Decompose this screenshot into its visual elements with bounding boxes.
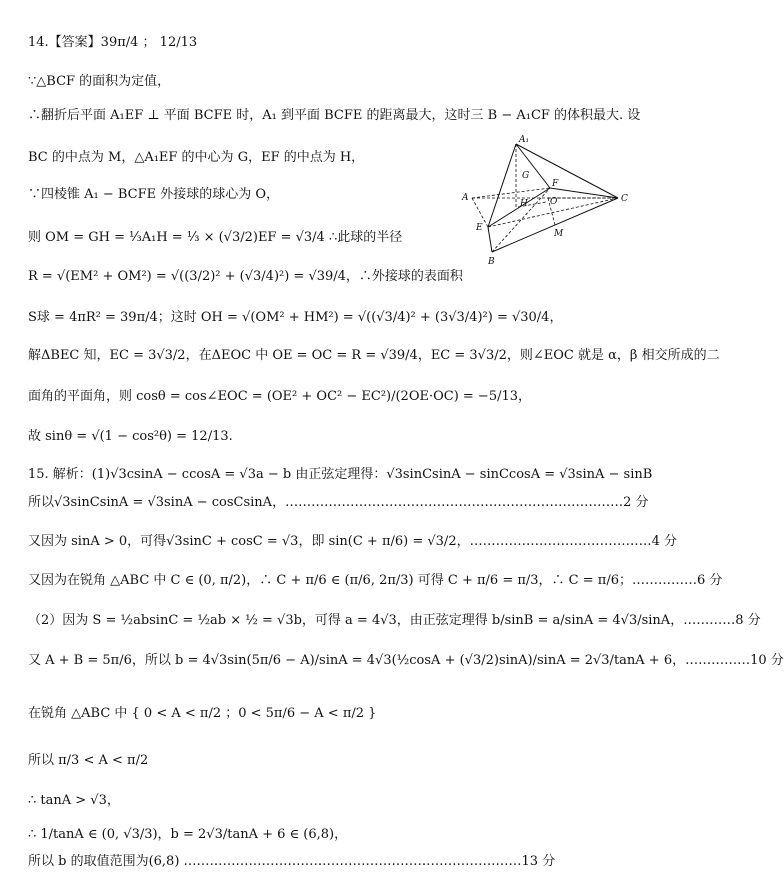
label-m: M bbox=[554, 229, 564, 239]
line-14: 又因为 sinA > 0，可得√3sinC + cosC = √3，即 sin(C + π/6) = √3/2，……………………………………4 分 bbox=[28, 534, 677, 549]
label-o: O bbox=[550, 197, 558, 207]
line-19: 所以 π/3 < A < π/2 bbox=[28, 753, 149, 768]
label-a1: A₁ bbox=[519, 135, 530, 145]
line-15: 又因为在锐角 △ABC 中 C ∈ (0, π/2)，∴ C + π/6 ∈ (π/6, 2π/3) 可得 C + π/6 = π/3，∴ C = π/6；……………6 分 bbox=[28, 573, 723, 588]
line-7: R = √(EM² + OM²) = √((3/2)² + (√3/4)²) = √39/4，∴外接球的表面积 bbox=[28, 269, 463, 284]
line-2: ∵△BCF 的面积为定值， bbox=[28, 74, 171, 89]
line-18: 在锐角 △ABC 中 { 0 < A < π/2 ；0 < 5π/6 − A < π/2 } bbox=[28, 706, 377, 721]
line-11: 故 sinθ = √(1 − cos²θ) = 12/13. bbox=[28, 429, 233, 444]
line-5: ∵四棱锥 A₁ − BCFE 外接球的球心为 O， bbox=[28, 187, 280, 202]
line-3: ∴翻折后平面 A₁EF ⊥ 平面 BCFE 时，A₁ 到平面 BCFE 的距离最大，这时三 B − A₁CF 的体积最大. 设 bbox=[28, 108, 641, 123]
line-1: 14.【答案】39π/4 ； 12/13 bbox=[28, 35, 198, 50]
line-22: 所以 b 的取值范围为(6,8) ……………………………………………………………………13 分 bbox=[28, 854, 556, 869]
pyramid-figure bbox=[458, 132, 654, 272]
label-f: F bbox=[552, 179, 559, 189]
line-6: 则 OM = GH = ⅓A₁H = ⅓ × (√3/2)EF = √3/4 ∴此球的半径 bbox=[28, 230, 403, 245]
line-12: 15. 解析：(1)√3csinA − ccosA = √3a − b 由正弦定理得：√3sinCsinA − sinCcosA = √3sinA − sinB bbox=[28, 467, 653, 482]
line-4: BC 的中点为 M，△A₁EF 的中心为 G，EF 的中点为 H， bbox=[28, 150, 365, 165]
label-b: B bbox=[488, 257, 495, 267]
line-17: 又 A + B = 5π/6，所以 b = 4√3sin(5π/6 − A)/sinA = 4√3(½cosA + (√3/2)sinA)/sinA = 2√3/tanA + 6，……………10 分 bbox=[28, 653, 784, 668]
line-13: 所以√3sinCsinA = √3sinA − cosCsinA，……………………………………………………………………2 分 bbox=[28, 495, 649, 510]
line-16: （2）因为 S = ½absinC = ½ab × ½ = √3b，可得 a = 4√3，由正弦定理得 b/sinB = a/sinA = 4√3/sinA，…………8 分 bbox=[28, 613, 761, 628]
label-g: G bbox=[522, 171, 530, 181]
line-20: ∴ tanA > √3， bbox=[28, 793, 120, 808]
line-9: 解ΔBEC 知，EC = 3√3/2，在ΔEOC 中 OE = OC = R = √39/4，EC = 3√3/2，则∠EOC 就是 α，β 相交所成的二 bbox=[28, 348, 720, 363]
label-e: E bbox=[476, 223, 483, 233]
label-h: H bbox=[520, 199, 528, 209]
line-8: S球 = 4πR² = 39π/4；这时 OH = √(OM² + HM²) = √((√3/4)² + (3√3/4)²) = √30/4， bbox=[28, 310, 563, 325]
line-10: 面角的平面角，则 cosθ = cos∠EOC = (OE² + OC² − EC²)/(2OE·OC) = −5/13， bbox=[28, 389, 532, 404]
line-21: ∴ 1/tanA ∈ (0, √3/3)，b = 2√3/tanA + 6 ∈ (6,8)， bbox=[28, 827, 348, 842]
label-a: A bbox=[462, 193, 469, 203]
label-c: C bbox=[621, 194, 628, 204]
